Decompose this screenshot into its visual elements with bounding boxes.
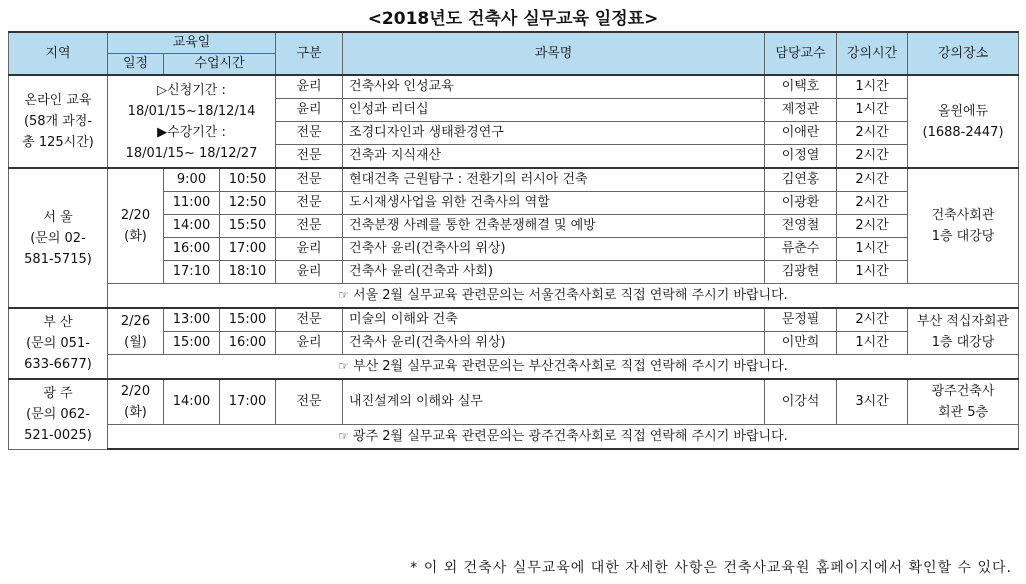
category-cell: 전문 [276,192,343,215]
region-detail: (문의 051- [26,336,90,351]
venue-gwangju [908,379,1019,425]
pointing-hand-icon: ☞ [338,429,350,443]
date-gwangju [108,379,164,425]
start-time-cell: 9:00 [164,168,220,192]
notice-gwangju [108,425,1019,450]
hours-cell: 2시간 [837,168,908,192]
notice-text: 서울 2월 실무교육 관련문의는 서울건축사회로 직접 연락해 주시기 바랍니다. [353,288,788,303]
region-name: 광 주 [43,385,73,401]
hours-cell: 1시간 [837,261,908,284]
region-detail: 총 125시간) [22,135,94,150]
pointing-hand-icon: ☞ [338,359,350,373]
start-time-cell: 15:00 [164,332,220,355]
header-region: 지역 [9,32,108,75]
course-cell: 건축사와 인성교육 [343,75,765,99]
notice-text: 광주 2월 실무교육 관련문의는 광주건축사회로 직접 연락해 주시기 바랍니다. [353,429,788,444]
category-cell: 윤리 [276,261,343,284]
hours-cell: 1시간 [837,238,908,261]
apply-period-label: ▷신청기간 : [157,82,226,98]
course-cell: 건축사 윤리(건축과 사회) [343,261,765,284]
venue-name: 부산 적십자회관 [917,313,1010,329]
region-detail: (문의 02- [30,230,86,246]
hours-cell: 2시간 [837,308,908,332]
schedule-table [8,31,1019,450]
venue-online [908,75,1019,168]
table-row [9,308,1019,332]
professor-cell: 제정관 [765,99,837,122]
region-name: 온라인 교육 [24,93,92,108]
course-period-value: 18/01/15~ 18/12/27 [125,145,258,161]
start-time-cell: 14:00 [164,379,220,425]
category-cell: 전문 [276,379,343,425]
notice-busan [108,355,1019,380]
professor-cell: 이택호 [765,75,837,99]
header-venue: 강의장소 [908,32,1019,75]
venue-seoul [908,168,1019,284]
professor-cell: 문정필 [765,308,837,332]
category-cell: 전문 [276,215,343,238]
venue-room: 회관 5층 [937,405,989,420]
start-time-cell: 11:00 [164,192,220,215]
date-value: 2/20 [120,208,151,223]
hours-cell: 2시간 [837,192,908,215]
course-cell: 건축분쟁 사례를 통한 건축분쟁해결 및 예방 [343,215,765,238]
date-value: 2/26 [120,313,151,329]
weekday-value: (월) [124,334,147,350]
category-cell: 윤리 [276,238,343,261]
venue-busan [908,308,1019,355]
header-row-1 [9,32,1019,54]
notice-seoul [108,284,1019,309]
professor-cell: 이만희 [765,332,837,355]
hours-cell: 3시간 [837,379,908,425]
venue-name: 광주건축사 [931,384,995,399]
region-seoul [9,168,108,308]
hours-cell: 2시간 [837,215,908,238]
date-value: 2/20 [120,384,151,399]
venue-name: 올윈에듀 [937,103,989,119]
header-schedule: 일정 [108,54,164,76]
end-time-cell: 12:50 [220,192,276,215]
category-cell: 전문 [276,122,343,145]
region-name: 부 산 [43,315,73,330]
region-online [9,75,108,168]
category-cell: 전문 [276,145,343,169]
course-cell: 건축과 지식재산 [343,145,765,169]
end-time-cell: 16:00 [220,332,276,355]
professor-cell: 김연홍 [765,168,837,192]
region-detail: 633-6677) [24,357,92,372]
table-row [9,75,1019,99]
hours-cell: 1시간 [837,332,908,355]
category-cell: 전문 [276,168,343,192]
end-time-cell: 18:10 [220,261,276,284]
region-name: 서 울 [43,209,73,225]
header-training-day: 교육일 [108,32,276,54]
end-time-cell: 15:50 [220,215,276,238]
footnote: * 이 외 건축사 실무교육에 대한 자세한 사항은 건축사교육원 홈페이지에서 확인할 수 있다. [410,560,1012,576]
header-class-time: 수업시간 [164,54,276,76]
hours-cell: 1시간 [837,75,908,99]
hours-cell: 2시간 [837,145,908,169]
course-cell: 내진설계의 이해와 실무 [343,379,765,425]
weekday-value: (화) [124,229,147,244]
notice-text: 부산 2월 실무교육 관련문의는 부산건축사회로 직접 연락해 주시기 바랍니다. [353,359,788,374]
venue-phone: (1688-2447) [922,124,1004,140]
course-cell: 미술의 이해와 건축 [343,308,765,332]
start-time-cell: 13:00 [164,308,220,332]
notice-row [9,284,1019,309]
region-detail: (문의 062- [26,406,90,422]
region-gwangju [9,379,108,449]
end-time-cell: 17:00 [220,238,276,261]
venue-name: 건축사회관 [931,208,995,223]
header-hours: 강의시간 [837,32,908,75]
hours-cell: 1시간 [837,99,908,122]
notice-row [9,355,1019,380]
course-cell: 건축사 윤리(건축사의 위상) [343,332,765,355]
header-course: 과목명 [343,32,765,75]
start-time-cell: 17:10 [164,261,220,284]
professor-cell: 이강석 [765,379,837,425]
apply-period-value: 18/01/15~18/12/14 [127,103,256,119]
category-cell: 전문 [276,308,343,332]
hours-cell: 2시간 [837,122,908,145]
course-cell: 조경디자인과 생태환경연구 [343,122,765,145]
end-time-cell: 10:50 [220,168,276,192]
end-time-cell: 15:00 [220,308,276,332]
professor-cell: 이애란 [765,122,837,145]
region-detail: (58개 과정- [23,114,93,129]
table-row [9,379,1019,425]
page-title: <2018년도 건축사 실무교육 일정표> [367,9,659,29]
date-busan [108,308,164,355]
category-cell: 윤리 [276,75,343,99]
course-cell: 인성과 리더십 [343,99,765,122]
pointing-hand-icon: ☞ [338,288,350,302]
venue-room: 1층 대강당 [931,334,995,350]
course-period-label: ▶수강기간 : [157,124,226,140]
region-busan [9,308,108,379]
course-cell: 도시재생사업을 위한 건축사의 역할 [343,192,765,215]
professor-cell: 전영철 [765,215,837,238]
region-detail: 581-5715) [24,251,92,267]
table-row [9,168,1019,192]
course-cell: 건축사 윤리(건축사의 위상) [343,238,765,261]
online-period [108,75,276,168]
start-time-cell: 16:00 [164,238,220,261]
region-detail: 521-0025) [24,427,92,443]
end-time-cell: 17:00 [220,379,276,425]
professor-cell: 김광현 [765,261,837,284]
weekday-value: (화) [124,405,147,420]
professor-cell: 이정열 [765,145,837,169]
start-time-cell: 14:00 [164,215,220,238]
professor-cell: 이광환 [765,192,837,215]
date-seoul [108,168,164,284]
category-cell: 윤리 [276,99,343,122]
category-cell: 윤리 [276,332,343,355]
header-category: 구분 [276,32,343,75]
notice-row [9,425,1019,450]
venue-room: 1층 대강당 [931,229,995,244]
course-cell: 현대건축 근원탐구 : 전환기의 러시아 건축 [343,168,765,192]
header-professor: 담당교수 [765,32,837,75]
professor-cell: 류춘수 [765,238,837,261]
